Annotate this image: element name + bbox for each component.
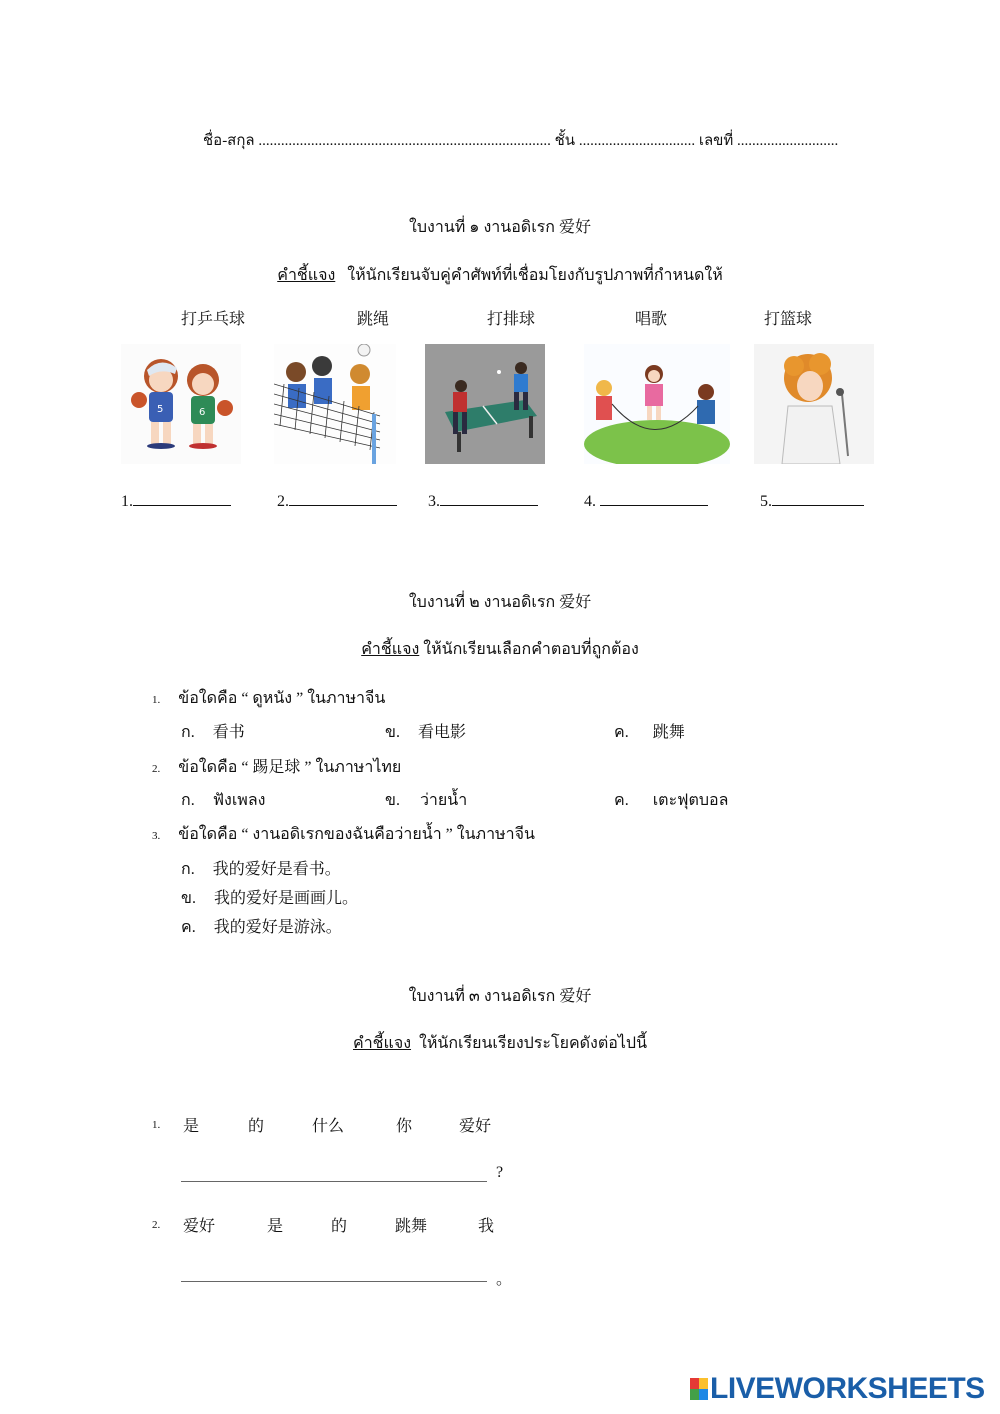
word-4: 唱歌 [635, 309, 668, 328]
sheet3-title: ใบงานที่ ๓ งานอดิเรก 爱好 [408, 988, 592, 1005]
instructions-text: ให้นักเรียนเรียงประโยคดังต่อไปนี้ [419, 1035, 647, 1052]
item-2-word-4: 跳舞 [395, 1216, 428, 1235]
option-letter: ข. [385, 792, 400, 809]
answer-1-number: 1. [121, 493, 133, 510]
question-1 [152, 686, 385, 711]
name-label: ชื่อ-สกุล [203, 133, 255, 149]
answer-4[interactable] [584, 491, 708, 511]
option-text: 我的爱好是画画儿。 [213, 888, 358, 907]
option-letter: ค. [614, 792, 629, 809]
liveworksheets-logo [690, 1372, 985, 1406]
sheet2-instructions [0, 637, 1000, 662]
item-2-end-mark: 。 [496, 1271, 513, 1288]
item-2-word-2: 是 [267, 1216, 284, 1235]
word-5: 打篮球 [764, 309, 813, 328]
item-1-end-mark: ? [496, 1164, 504, 1181]
answer-2-number: 2. [277, 493, 289, 510]
sheet2-title: ใบงานที่ ๒ งานอดิเรก 爱好 [408, 594, 592, 611]
picture-table-tennis [425, 344, 545, 464]
item-2-answer-line[interactable] [181, 1281, 487, 1282]
option-letter: ก. [181, 724, 195, 741]
picture-volleyball-kids [274, 344, 396, 464]
answer-5[interactable] [760, 491, 864, 511]
sheet3-instructions [0, 1031, 1000, 1056]
instructions-label: คำชี้แจง [352, 1035, 412, 1052]
svg-text:6: 6 [199, 407, 206, 418]
answer-3[interactable] [428, 491, 538, 511]
item-1-word-4: 你 [396, 1116, 413, 1135]
question-number: 1. [152, 694, 161, 706]
number-label: เลขที่ [698, 133, 734, 149]
option-2a[interactable] [181, 788, 265, 813]
option-letter: ข. [385, 724, 400, 741]
question-text: ข้อใดคือ “ ดูหนัง ” ในภาษาจีน [178, 690, 386, 707]
item-2-number: 2. [152, 1219, 161, 1231]
option-text: 我的爱好是游泳。 [213, 917, 342, 936]
name-field[interactable]: .............................................................................. [258, 133, 551, 149]
option-letter: ก. [181, 861, 195, 878]
option-1c[interactable] [614, 719, 685, 745]
option-1a[interactable] [181, 719, 245, 745]
question-text: ข้อใดคือ “ 踢足球 ” ในภาษาไทย [178, 759, 402, 776]
answer-3-number: 3. [428, 493, 440, 510]
picture-jump-rope-kids [584, 344, 730, 464]
option-text: 看电影 [417, 722, 466, 741]
item-2-word-1: 爱好 [183, 1216, 216, 1235]
class-label: ชั้น [554, 133, 576, 149]
picture-singer [754, 344, 874, 464]
option-text: 我的爱好是看书。 [212, 859, 341, 878]
option-text: ว่ายน้ำ [419, 792, 468, 809]
question-number: 2. [152, 763, 161, 775]
item-1-word-5: 爱好 [459, 1116, 492, 1135]
sheet1-instructions [0, 263, 1000, 288]
instructions-label: คำชี้แจง [277, 267, 336, 284]
instructions-text: ให้นักเรียนจับคู่คำศัพท์ที่เชื่อมโยงกับรูปภาพที่กำหนดให้ [347, 267, 723, 284]
word-2: 跳绳 [357, 309, 390, 328]
option-3a[interactable] [181, 856, 341, 882]
answer-2[interactable] [277, 491, 397, 511]
option-2b[interactable] [385, 788, 467, 813]
picture-basketball-kids [121, 344, 241, 464]
class-field[interactable]: ............................... [578, 133, 696, 149]
option-letter: ค. [181, 919, 196, 936]
instructions-text: ให้นักเรียนเลือกคำตอบที่ถูกต้อง [423, 641, 639, 658]
question-number: 3. [152, 830, 161, 842]
answer-4-number: 4. [584, 493, 596, 510]
logo-text: LIVEWORKSHEETS [710, 1372, 985, 1405]
answer-1[interactable] [121, 491, 231, 511]
question-text: ข้อใดคือ “ งานอดิเรกของฉันคือว่ายน้ำ ” ในภาษาจีน [178, 826, 535, 843]
option-letter: ก. [181, 792, 195, 809]
svg-text:5: 5 [157, 404, 164, 415]
item-2-word-5: 我 [478, 1216, 495, 1235]
option-text: 看书 [212, 722, 245, 741]
item-1-word-2: 的 [248, 1116, 265, 1135]
option-text: ฟังเพลง [212, 792, 266, 809]
word-3: 打排球 [487, 309, 536, 328]
option-text: เตะฟุตบอล [652, 792, 729, 809]
option-text: 跳舞 [652, 722, 685, 741]
item-1-word-3: 什么 [312, 1116, 345, 1135]
answer-5-number: 5. [760, 493, 772, 510]
word-1: 打乒乓球 [181, 309, 246, 328]
question-3 [152, 822, 535, 847]
number-field[interactable]: ........................... [737, 133, 839, 149]
item-1-answer-line[interactable] [181, 1181, 487, 1182]
option-2c[interactable] [614, 788, 728, 813]
option-letter: ข. [181, 890, 196, 907]
item-1-number: 1. [152, 1119, 161, 1131]
sheet1-title: ใบงานที่ ๑ งานอดิเรก 爱好 [409, 219, 591, 236]
option-3b[interactable] [181, 885, 358, 911]
student-info-line [203, 128, 838, 152]
question-2 [152, 754, 401, 780]
logo-grid-icon [690, 1378, 708, 1400]
item-1-word-1: 是 [183, 1116, 200, 1135]
item-2-word-3: 的 [331, 1216, 348, 1235]
instructions-label: คำชี้แจง [361, 641, 420, 658]
option-letter: ค. [614, 724, 629, 741]
option-3c[interactable] [181, 914, 342, 940]
option-1b[interactable] [385, 719, 466, 745]
